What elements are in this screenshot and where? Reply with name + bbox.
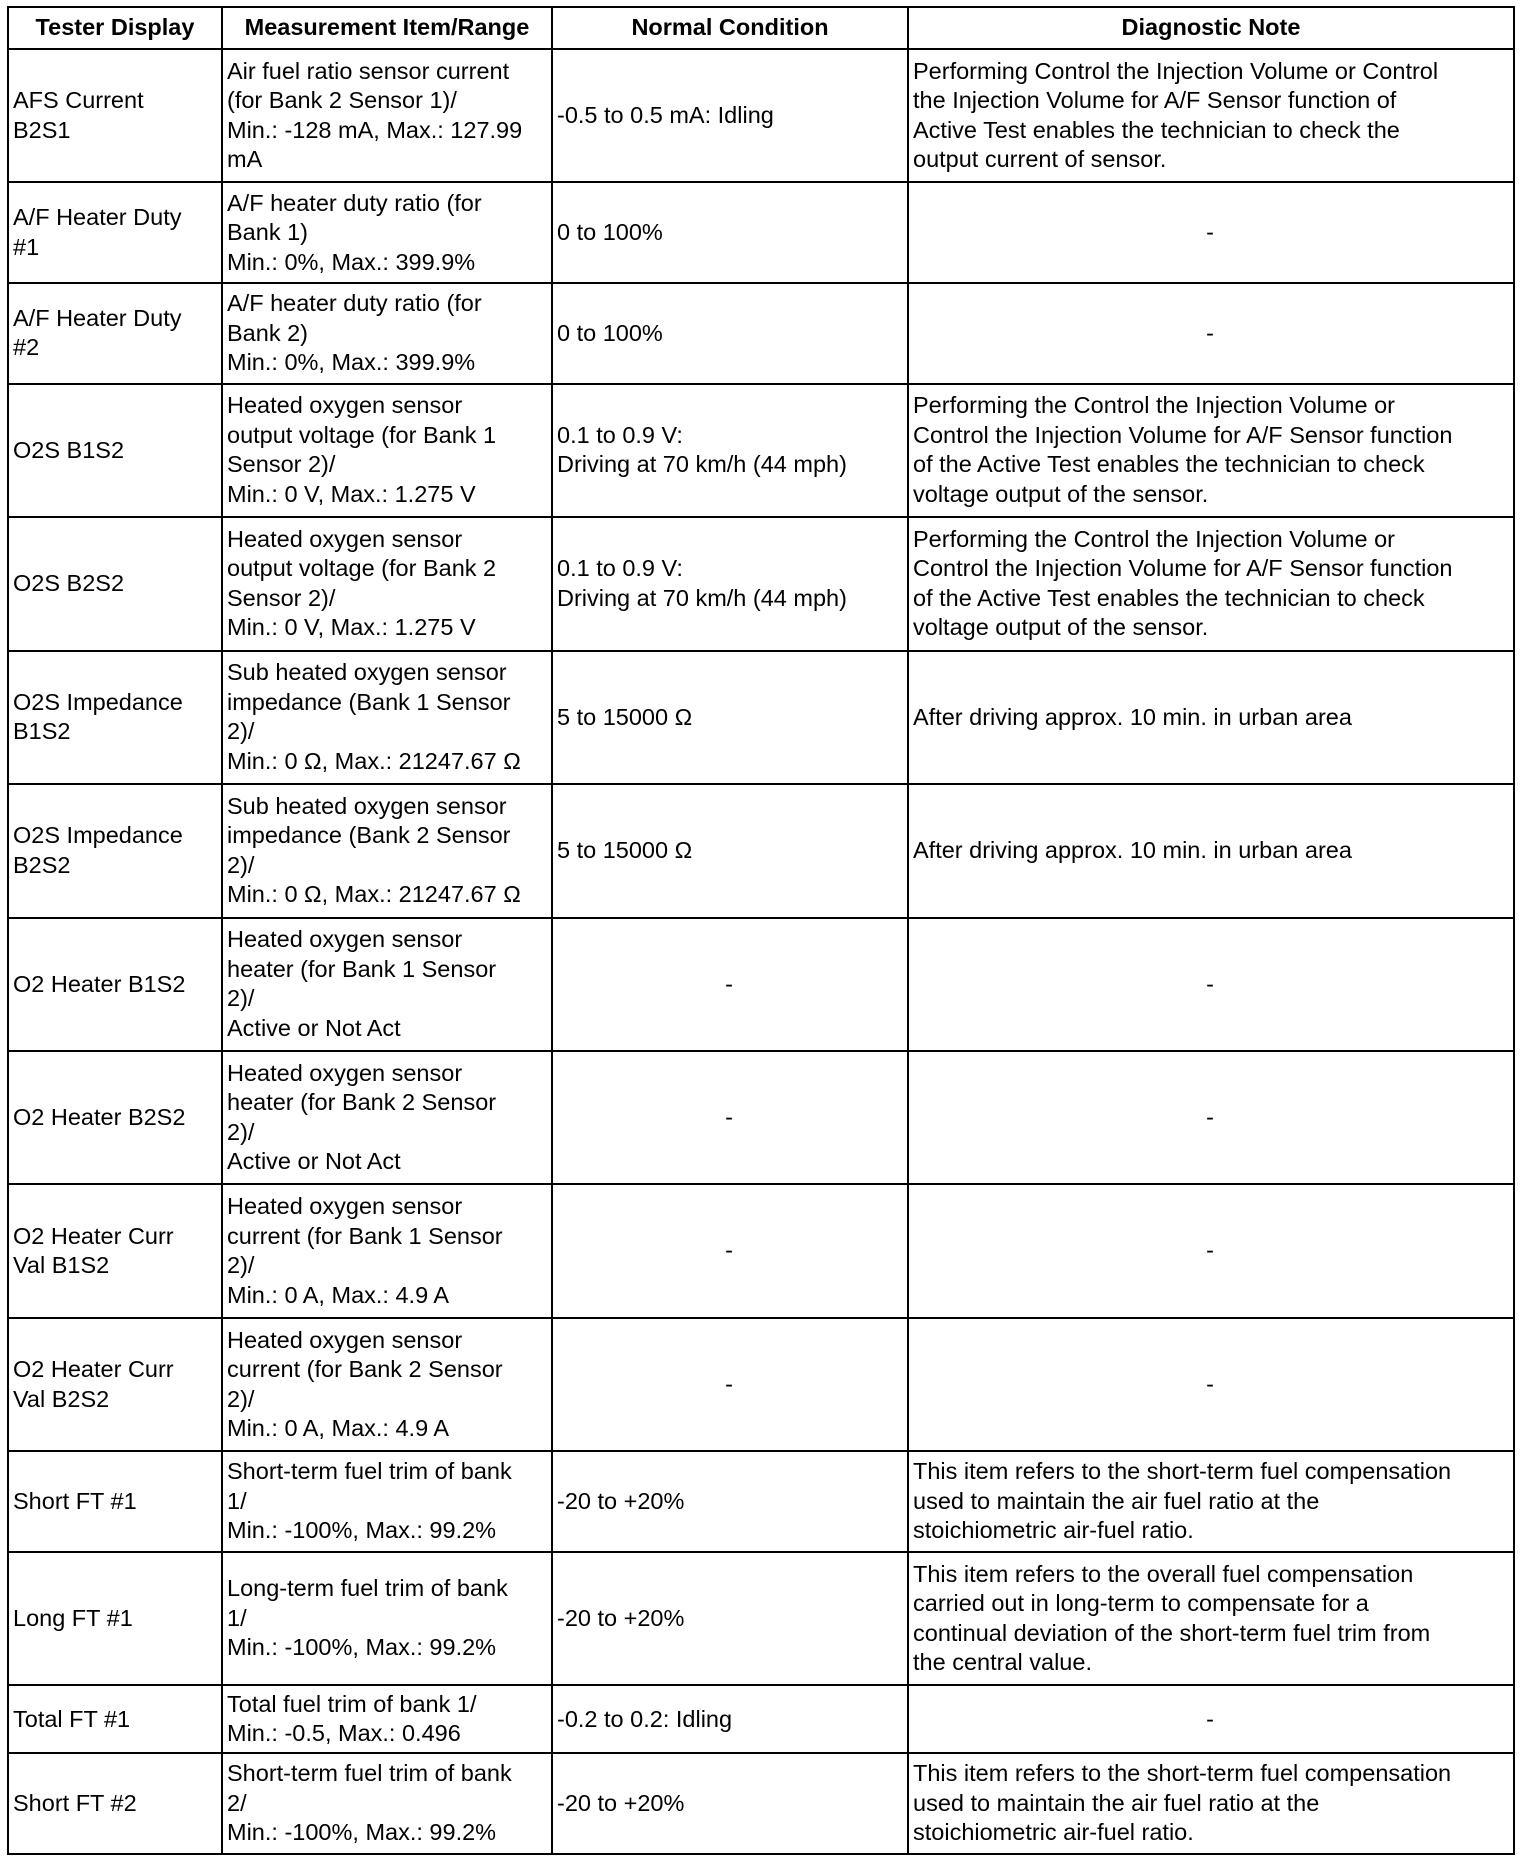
cell-text-line: Short-term fuel trim of bank [227, 1760, 512, 1787]
cell-diagnostic-note [908, 1753, 1514, 1854]
cell-text-line: current (for Bank 1 Sensor [227, 1222, 503, 1249]
cell-text-line: -0.5 to 0.5 mA: Idling [557, 101, 774, 128]
cell-text-line: #1 [13, 233, 40, 260]
table-row [8, 1184, 1514, 1317]
cell-text-line: After driving approx. 10 min. in urban area [913, 703, 1352, 730]
cell-text-line: 2)/ [227, 851, 255, 878]
cell-text-line: Min.: 0%, Max.: 399.9% [227, 349, 476, 376]
cell-diagnostic-note [908, 384, 1514, 517]
cell-text-line: Heated oxygen sensor [227, 1326, 463, 1353]
cell-normal-condition [552, 182, 908, 283]
cell-text-line: output voltage (for Bank 1 [227, 421, 497, 448]
cell-text-line: O2S B2S2 [13, 570, 125, 597]
cell-text-line: 0.1 to 0.9 V: [557, 555, 683, 582]
cell-text-line: Min.: 0 V, Max.: 1.275 V [227, 480, 476, 507]
cell-tester-display [8, 1753, 222, 1854]
cell-text-line: voltage output of the sensor. [913, 614, 1209, 641]
cell-text-line: Air fuel ratio sensor current [227, 57, 510, 84]
cell-text-line: O2S Impedance [13, 688, 183, 715]
cell-text-line: Bank 2) [227, 319, 308, 346]
cell-measurement-item [222, 1685, 552, 1753]
cell-text-line: A/F heater duty ratio (for [227, 189, 482, 216]
table-row [8, 1051, 1514, 1184]
cell-text-line: A/F heater duty ratio (for [227, 290, 482, 317]
cell-text-line: B2S2 [13, 851, 71, 878]
cell-normal-condition [552, 651, 908, 784]
cell-text-line: stoichiometric air-fuel ratio. [913, 1517, 1194, 1544]
cell-text-line: the central value. [913, 1649, 1092, 1676]
cell-text-line: Driving at 70 km/h (44 mph) [557, 451, 847, 478]
cell-text-line: Min.: -100%, Max.: 99.2% [227, 1517, 497, 1544]
cell-text-line: Bank 1) [227, 219, 308, 246]
cell-text-line: -20 to +20% [557, 1487, 685, 1514]
cell-text-line: This item refers to the overall fuel compensation [913, 1560, 1414, 1587]
cell-tester-display [8, 182, 222, 283]
table-row [8, 283, 1514, 384]
cell-text-line: O2 Heater Curr [13, 1222, 174, 1249]
cell-diagnostic-note [908, 1685, 1514, 1753]
cell-text-line: O2S Impedance [13, 822, 183, 849]
cell-text-line: 2/ [227, 1789, 247, 1816]
cell-text-line: Total FT #1 [13, 1705, 131, 1732]
cell-text-line: Min.: -128 mA, Max.: 127.99 [227, 116, 523, 143]
cell-diagnostic-note [908, 651, 1514, 784]
cell-text-line: - [1206, 1705, 1214, 1732]
cell-diagnostic-note [908, 1552, 1514, 1685]
cell-measurement-item [222, 283, 552, 384]
cell-text-line: Min.: -0.5, Max.: 0.496 [227, 1720, 461, 1747]
cell-text-line: Min.: -100%, Max.: 99.2% [227, 1634, 497, 1661]
header-normal-condition: Normal Condition [552, 7, 908, 49]
cell-text-line: -0.2 to 0.2: Idling [557, 1705, 733, 1732]
table-row [8, 1451, 1514, 1552]
cell-text-line: output current of sensor. [913, 146, 1167, 173]
cell-normal-condition [552, 1451, 908, 1552]
cell-text-line: Heated oxygen sensor [227, 1059, 463, 1086]
cell-measurement-item [222, 384, 552, 517]
cell-text-line: This item refers to the short-term fuel compensation [913, 1458, 1452, 1485]
cell-text-line: Short FT #2 [13, 1789, 137, 1816]
cell-text-line: heater (for Bank 2 Sensor [227, 1089, 497, 1116]
cell-diagnostic-note [908, 1051, 1514, 1184]
cell-text-line: Heated oxygen sensor [227, 926, 463, 953]
cell-text-line: used to maintain the air fuel ratio at the [913, 1487, 1320, 1514]
table-row [8, 1318, 1514, 1451]
cell-measurement-item [222, 1051, 552, 1184]
table-row [8, 651, 1514, 784]
cell-text-line: Min.: 0 Ω, Max.: 21247.67 Ω [227, 747, 521, 774]
cell-text-line: - [1206, 1237, 1214, 1264]
cell-text-line: B2S1 [13, 116, 71, 143]
header-diagnostic-note: Diagnostic Note [908, 7, 1514, 49]
cell-tester-display [8, 1451, 222, 1552]
cell-text-line: current (for Bank 2 Sensor [227, 1356, 503, 1383]
cell-tester-display [8, 384, 222, 517]
cell-text-line: Control the Injection Volume for A/F Sensor function [913, 421, 1453, 448]
cell-text-line: After driving approx. 10 min. in urban area [913, 837, 1352, 864]
cell-diagnostic-note [908, 49, 1514, 182]
cell-text-line: Total fuel trim of bank 1/ [227, 1690, 477, 1717]
table-row [8, 49, 1514, 182]
cell-text-line: Sub heated oxygen sensor [227, 792, 507, 819]
cell-diagnostic-note [908, 1451, 1514, 1552]
cell-text-line: - [725, 1370, 733, 1397]
table-row [8, 1753, 1514, 1854]
cell-normal-condition [552, 918, 908, 1051]
cell-text-line: voltage output of the sensor. [913, 480, 1209, 507]
cell-text-line: the Injection Volume for A/F Sensor function of [913, 87, 1397, 114]
cell-tester-display [8, 1685, 222, 1753]
cell-text-line: Long-term fuel trim of bank [227, 1575, 508, 1602]
cell-text-line: 2)/ [227, 1385, 255, 1412]
cell-normal-condition [552, 1318, 908, 1451]
cell-tester-display [8, 517, 222, 650]
cell-measurement-item [222, 1552, 552, 1685]
header-tester-display: Tester Display [8, 7, 222, 49]
table-row [8, 1685, 1514, 1753]
cell-text-line: Heated oxygen sensor [227, 392, 463, 419]
cell-diagnostic-note [908, 918, 1514, 1051]
cell-text-line: Long FT #1 [13, 1604, 133, 1631]
cell-text-line: Sub heated oxygen sensor [227, 659, 507, 686]
cell-text-line: #2 [13, 334, 40, 361]
cell-text-line: B1S2 [13, 718, 71, 745]
cell-text-line: (for Bank 2 Sensor 1)/ [227, 87, 457, 114]
cell-measurement-item [222, 517, 552, 650]
cell-text-line: 0 to 100% [557, 219, 663, 246]
cell-text-line: - [1206, 319, 1214, 346]
cell-text-line: 0 to 100% [557, 319, 663, 346]
table-row [8, 918, 1514, 1051]
cell-text-line: Performing the Control the Injection Volume or [913, 525, 1396, 552]
cell-measurement-item [222, 1318, 552, 1451]
cell-text-line: carried out in long-term to compensate for a [913, 1590, 1369, 1617]
cell-text-line: This item refers to the short-term fuel compensation [913, 1760, 1452, 1787]
cell-diagnostic-note [908, 283, 1514, 384]
cell-text-line: Min.: 0%, Max.: 399.9% [227, 248, 476, 275]
cell-measurement-item [222, 49, 552, 182]
cell-tester-display [8, 1184, 222, 1317]
cell-text-line: 2)/ [227, 1118, 255, 1145]
cell-text-line: A/F Heater Duty [13, 304, 182, 331]
cell-text-line: Active Test enables the technician to check the [913, 116, 1400, 143]
cell-text-line: of the Active Test enables the technician to check [913, 584, 1425, 611]
cell-tester-display [8, 283, 222, 384]
cell-text-line: - [1206, 1103, 1214, 1130]
cell-text-line: heater (for Bank 1 Sensor [227, 955, 497, 982]
cell-text-line: AFS Current [13, 87, 144, 114]
cell-text-line: 5 to 15000 Ω [557, 837, 693, 864]
cell-normal-condition [552, 1051, 908, 1184]
cell-normal-condition [552, 49, 908, 182]
cell-text-line: continual deviation of the short-term fuel trim from [913, 1619, 1431, 1646]
cell-text-line: -20 to +20% [557, 1604, 685, 1631]
cell-tester-display [8, 1552, 222, 1685]
table-row [8, 182, 1514, 283]
cell-text-line: - [1206, 970, 1214, 997]
table-row [8, 384, 1514, 517]
cell-text-line: output voltage (for Bank 2 [227, 555, 497, 582]
cell-diagnostic-note [908, 784, 1514, 917]
data-list-table [7, 6, 1515, 1855]
cell-text-line: - [1206, 1370, 1214, 1397]
cell-text-line: Heated oxygen sensor [227, 525, 463, 552]
cell-measurement-item [222, 1184, 552, 1317]
cell-text-line: 1/ [227, 1604, 247, 1631]
cell-measurement-item [222, 1451, 552, 1552]
cell-text-line: - [725, 1237, 733, 1264]
cell-text-line: 2)/ [227, 985, 255, 1012]
cell-text-line: - [725, 1103, 733, 1130]
cell-text-line: Min.: 0 V, Max.: 1.275 V [227, 614, 476, 641]
cell-text-line: mA [227, 146, 263, 173]
cell-text-line: Heated oxygen sensor [227, 1193, 463, 1220]
cell-text-line: O2 Heater B1S2 [13, 970, 186, 997]
cell-text-line: 0.1 to 0.9 V: [557, 421, 683, 448]
cell-tester-display [8, 1318, 222, 1451]
cell-text-line: used to maintain the air fuel ratio at the [913, 1789, 1320, 1816]
cell-measurement-item [222, 784, 552, 917]
cell-normal-condition [552, 384, 908, 517]
header-measurement-item: Measurement Item/Range [222, 7, 552, 49]
cell-tester-display [8, 918, 222, 1051]
cell-tester-display [8, 1051, 222, 1184]
cell-text-line: Val B1S2 [13, 1252, 110, 1279]
cell-text-line: stoichiometric air-fuel ratio. [913, 1819, 1194, 1846]
cell-normal-condition [552, 1685, 908, 1753]
cell-text-line: Min.: -100%, Max.: 99.2% [227, 1819, 497, 1846]
cell-text-line: Sensor 2)/ [227, 584, 336, 611]
cell-text-line: 5 to 15000 Ω [557, 703, 693, 730]
cell-text-line: Sensor 2)/ [227, 451, 336, 478]
cell-diagnostic-note [908, 182, 1514, 283]
cell-diagnostic-note [908, 1318, 1514, 1451]
cell-text-line: Min.: 0 A, Max.: 4.9 A [227, 1415, 450, 1442]
cell-normal-condition [552, 517, 908, 650]
table-row [8, 1552, 1514, 1685]
cell-tester-display [8, 49, 222, 182]
cell-text-line: impedance (Bank 1 Sensor [227, 688, 511, 715]
cell-text-line: 2)/ [227, 718, 255, 745]
cell-text-line: Driving at 70 km/h (44 mph) [557, 584, 847, 611]
cell-text-line: 1/ [227, 1487, 247, 1514]
cell-text-line: A/F Heater Duty [13, 204, 182, 231]
cell-text-line: of the Active Test enables the technician to check [913, 451, 1425, 478]
cell-measurement-item [222, 1753, 552, 1854]
cell-normal-condition [552, 1184, 908, 1317]
cell-normal-condition [552, 784, 908, 917]
cell-text-line: Active or Not Act [227, 1148, 401, 1175]
cell-text-line: Short-term fuel trim of bank [227, 1458, 512, 1485]
table-row [8, 517, 1514, 650]
table-body [8, 49, 1514, 1854]
cell-measurement-item [222, 182, 552, 283]
cell-text-line: Val B2S2 [13, 1385, 110, 1412]
cell-normal-condition [552, 283, 908, 384]
cell-tester-display [8, 784, 222, 917]
cell-text-line: Active or Not Act [227, 1014, 401, 1041]
cell-text-line: 2)/ [227, 1252, 255, 1279]
cell-text-line: - [725, 970, 733, 997]
cell-measurement-item [222, 918, 552, 1051]
cell-normal-condition [552, 1753, 908, 1854]
table-row [8, 784, 1514, 917]
cell-text-line: -20 to +20% [557, 1789, 685, 1816]
cell-text-line: Control the Injection Volume for A/F Sensor function [913, 555, 1453, 582]
cell-text-line: O2 Heater B2S2 [13, 1103, 186, 1130]
cell-text-line: impedance (Bank 2 Sensor [227, 822, 511, 849]
cell-text-line: - [1206, 219, 1214, 246]
cell-text-line: O2 Heater Curr [13, 1356, 174, 1383]
header-row [8, 7, 1514, 49]
cell-text-line: Min.: 0 Ω, Max.: 21247.67 Ω [227, 881, 521, 908]
cell-text-line: Performing the Control the Injection Volume or [913, 392, 1396, 419]
cell-diagnostic-note [908, 517, 1514, 650]
cell-text-line: Min.: 0 A, Max.: 4.9 A [227, 1281, 450, 1308]
cell-text-line: Performing Control the Injection Volume or Control [913, 57, 1439, 84]
cell-normal-condition [552, 1552, 908, 1685]
cell-diagnostic-note [908, 1184, 1514, 1317]
cell-text-line: Short FT #1 [13, 1487, 137, 1514]
cell-measurement-item [222, 651, 552, 784]
cell-text-line: O2S B1S2 [13, 436, 125, 463]
cell-tester-display [8, 651, 222, 784]
